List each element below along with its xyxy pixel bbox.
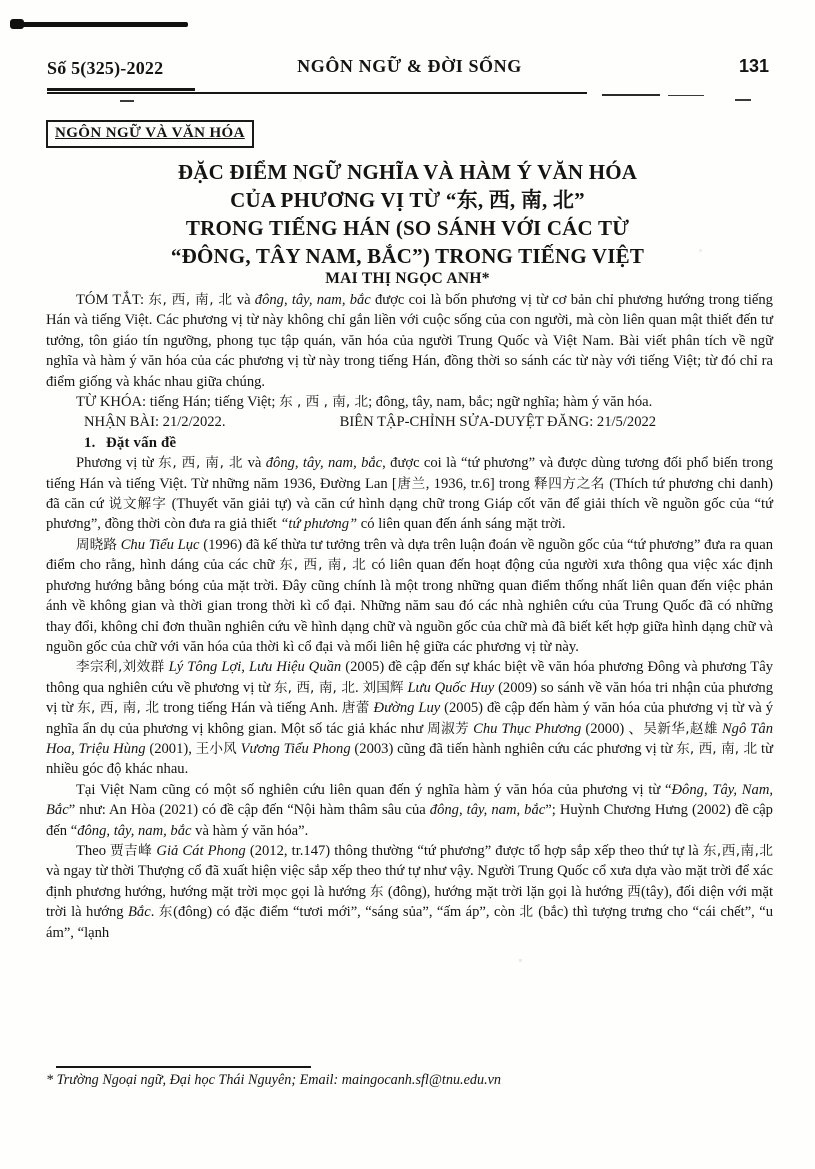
article-title	[60, 158, 755, 270]
page-number: 131	[738, 56, 769, 76]
author-name: MAI THỊ NGỌC ANH*	[325, 270, 490, 287]
body-paragraph: 周晓路 Chu Tiểu Lục (1996) đã kế thừa tư tưởng trên và dựa trên luận đoán về nguồn gốc của “tứ phương” đưa ra quan điểm cho rằng, hình dáng của các chữ 东, 西, 南, 北 có liên quan đến hoạt động của người xưa thông qua việc xác định phương hướng bằng bóng của mặt trời. Đây cũng chính là một trong những quan điểm thống nhất liên quan đến việc phản ánh về không gian và thời gian trong thời kì cổ đại. Những năm sau đó các nhà nghiên cứu của Trung Quốc đã có những thay đổi, không chỉ đơn thuần nghiên cứu về hình dạng chữ và nguồn gốc của chữ mà đã biết kết hợp giữa hình dạng chữ và nguồn gốc của chữ với văn hóa của thời kì cổ đại và mối liên hệ giữa các phương vị từ này.	[46, 536, 773, 655]
title-line-1: ĐẶC ĐIỂM NGỮ NGHĨA VÀ HÀM Ý VĂN HÓA	[177, 160, 638, 184]
published-date: BIÊN TẬP-CHỈNH SỬA-DUYỆT ĐĂNG: 21/5/2022	[339, 414, 657, 431]
header-rule-dash	[735, 99, 751, 101]
footnote-text: * Trường Ngoại ngữ, Đại học Thái Nguyên; Email: maingocanh.sfl@tnu.edu.vn	[46, 1072, 502, 1088]
section-heading-text: Đặt vấn đề	[106, 434, 177, 451]
footnote-rule	[56, 1066, 311, 1068]
title-line-3: TRONG TIẾNG HÁN (SO SÁNH VỚI CÁC TỪ	[185, 216, 630, 240]
header-rule-thick	[47, 88, 195, 91]
category-box: NGÔN NGỮ VÀ VĂN HÓA	[46, 120, 254, 148]
journal-issue: Số 5(325)-2022	[47, 58, 164, 78]
received-date: NHẬN BÀI: 21/2/2022.	[84, 414, 226, 431]
body-paragraph: Phương vị từ 东, 西, 南, 北 và đông, tây, nam, bắc, được coi là “tứ phương” và được dùng tương đối phổ biến trong tiếng Hán và tiếng Việt. Từ những năm 1936, Đường Lan [唐兰, 1936, tr.6] trong 释四方之名 (Thích tứ phương chi danh) đã căn cứ 说文解字 (Thuyết văn giải tự) và căn cứ hình dạng chữ trong Giáp cốt văn để giải thích về nguồn gốc của “tứ phương”, đồng thời còn đưa ra giả thiết “tứ phương” có liên quan đến ánh sáng mặt trời.	[46, 455, 774, 533]
dates-row	[46, 412, 773, 432]
section-heading	[46, 433, 773, 453]
title-line-2: CỦA PHƯƠNG VỊ TỪ “东, 西, 南, 北”	[230, 188, 585, 212]
journal-name: NGÔN NGỮ & ĐỜI SỐNG	[297, 56, 522, 76]
page-header	[47, 56, 772, 86]
header-rule	[47, 92, 587, 94]
header-rule-dash	[120, 100, 134, 102]
body-paragraph: 李宗利,刘效群 Lý Tông Lợi, Lưu Hiệu Quần (2005) đề cập đến sự khác biệt về văn hóa phương Đông và phương Tây thông qua nghiên cứu về phương vị từ 东, 西, 南, 北. 刘国辉 Lưu Quốc Huy (2009) so sánh về văn hóa tri nhận của phương vị từ 东, 西, 南, 北 trong tiếng Hán và tiếng Anh. 唐蕾 Đường Luy (2005) đề cập đến hàm ý văn hóa của phương vị từ và ý nghĩa ẩn dụ của phương vị không gian. Một số tác giả khác như 周淑芳 Chu Thục Phương (2000) 、吴新华,赵雄 Ngô Tân Hoa, Triệu Hùng (2001), 王小风 Vương Tiểu Phong (2003) cũng đã tiến hành nghiên cứu các phương vị từ 东, 西, 南, 北 từ nhiều góc độ khác nhau.	[46, 659, 774, 778]
section-number: 1.	[84, 434, 96, 451]
header-rule-dash	[668, 95, 704, 96]
body-paragraph: Tại Việt Nam cũng có một số nghiên cứu liên quan đến ý nghĩa hàm ý văn hóa của phương vị từ “Đông, Tây, Nam, Bắc” như: An Hòa (2021) có đề cập đến “Nội hàm thâm sâu của đông, tây, nam, bắc”; Huỳnh Chương Hưng (2002) đề cập đến “đông, tây, nam, bắc và hàm ý văn hóa”.	[46, 781, 774, 839]
title-line-4: “ĐÔNG, TÂY NAM, BẮC”) TRONG TIẾNG VIỆT	[170, 244, 645, 268]
abstract-paragraph: TÓM TẮT: 东, 西, 南, 北 và đông, tây, nam, bắc được coi là bốn phương vị từ cơ bản chỉ phương hướng trong tiếng Hán và tiếng Việt. Các phương vị từ này không chỉ gắn liền với cuộc sống của con người, mà còn liên quan mật thiết đến tư tưởng, tôn giáo tín ngưỡng, phong tục tập quán, văn hóa của người Trung Quốc và Việt Nam. Bài viết phân tích về ngữ nghĩa và hàm ý văn hóa của các phương vị từ này trong tiếng Hán, đồng thời so sánh các từ này với tiếng Việt; từ đó chỉ ra điểm giống và khác nhau giữa chúng.	[46, 292, 773, 390]
scan-speckles	[0, 0, 1, 1]
header-rule-dash	[602, 94, 660, 96]
keywords-paragraph: TỪ KHÓA: tiếng Hán; tiếng Việt; 东 , 西 , 南, 北; đông, tây, nam, bắc; ngữ nghĩa; hàm ý văn hóa.	[76, 394, 653, 411]
body-paragraph: Theo 贾吉峰 Giả Cát Phong (2012, tr.147) thông thường “tứ phương” được tổ hợp sắp xếp theo thứ tự là 东,西,南,北 và ngay từ thời Thượng cổ đã xuất hiện việc sắp xếp theo thứ tự như vậy. Người Trung Quốc cổ xưa dựa vào mặt trời để xác định phương hướng, hướng mặt trời mọc gọi là hướng 东 (đông), hướng mặt trời lặn gọi là hướng 西(tây), đối diện với mặt trời là hướng Bắc. 东(đông) có đặc điểm “tươi mới”, “sáng sủa”, “ấm áp”, còn 北 (bắc) thì tượng trưng cho “cái chết”, “u ám”, “lạnh	[46, 842, 774, 941]
scan-artifact-line	[12, 22, 188, 27]
article-body	[46, 290, 773, 943]
